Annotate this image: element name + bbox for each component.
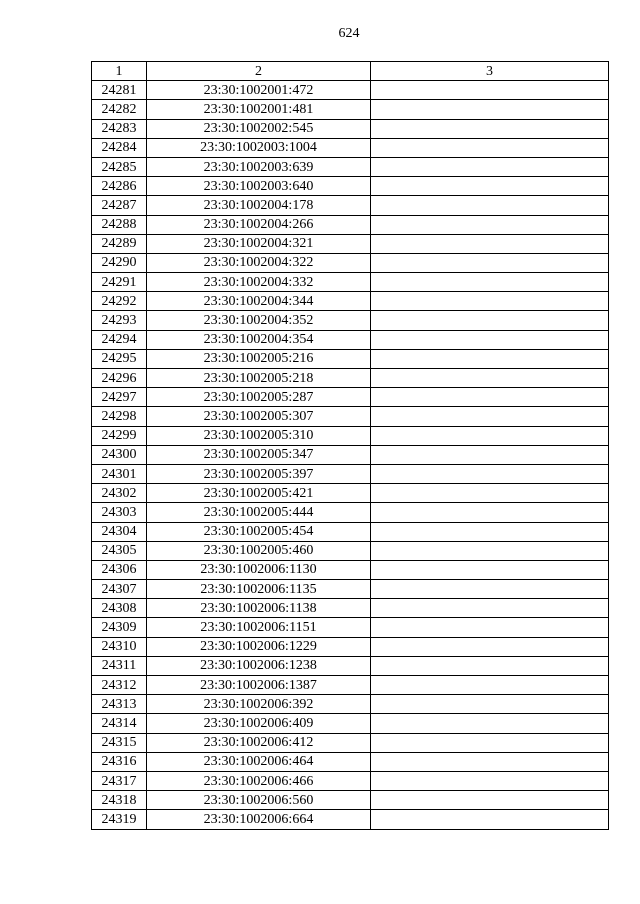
table-row xyxy=(92,810,609,829)
row-number-cell: 24308 xyxy=(92,599,147,618)
row-number-cell: 24284 xyxy=(92,138,147,157)
note-cell xyxy=(371,119,609,138)
row-number-cell: 24305 xyxy=(92,541,147,560)
cadastral-number-cell: 23:30:1002004:266 xyxy=(147,215,371,234)
table-row xyxy=(92,407,609,426)
row-number-cell: 24307 xyxy=(92,580,147,599)
table-row xyxy=(92,618,609,637)
table-row xyxy=(92,733,609,752)
row-number-cell: 24306 xyxy=(92,560,147,579)
table-row xyxy=(92,426,609,445)
table-row xyxy=(92,484,609,503)
row-number-cell: 24318 xyxy=(92,791,147,810)
row-number-cell: 24283 xyxy=(92,119,147,138)
cadastral-number-cell: 23:30:1002003:639 xyxy=(147,157,371,176)
row-number-cell: 24288 xyxy=(92,215,147,234)
note-cell xyxy=(371,676,609,695)
row-number-cell: 24313 xyxy=(92,695,147,714)
note-cell xyxy=(371,215,609,234)
table-row xyxy=(92,349,609,368)
row-number-cell: 24298 xyxy=(92,407,147,426)
cadastral-number-cell: 23:30:1002006:466 xyxy=(147,771,371,790)
note-cell xyxy=(371,388,609,407)
table-row xyxy=(92,330,609,349)
note-cell xyxy=(371,292,609,311)
table-row xyxy=(92,637,609,656)
table-row xyxy=(92,100,609,119)
cadastral-number-cell: 23:30:1002005:460 xyxy=(147,541,371,560)
table-row xyxy=(92,138,609,157)
cadastral-number-cell: 23:30:1002005:307 xyxy=(147,407,371,426)
cadastral-number-cell: 23:30:1002003:1004 xyxy=(147,138,371,157)
note-cell xyxy=(371,791,609,810)
cadastral-number-cell: 23:30:1002004:321 xyxy=(147,234,371,253)
table-row xyxy=(92,503,609,522)
table-row xyxy=(92,119,609,138)
note-cell xyxy=(371,580,609,599)
column-header-1: 1 xyxy=(92,62,147,81)
note-cell xyxy=(371,599,609,618)
row-number-cell: 24304 xyxy=(92,522,147,541)
table-row xyxy=(92,369,609,388)
cadastral-number-cell: 23:30:1002006:1229 xyxy=(147,637,371,656)
table-row xyxy=(92,791,609,810)
note-cell xyxy=(371,637,609,656)
note-cell xyxy=(371,330,609,349)
cadastral-number-cell: 23:30:1002006:409 xyxy=(147,714,371,733)
cadastral-number-cell: 23:30:1002005:454 xyxy=(147,522,371,541)
note-cell xyxy=(371,369,609,388)
cadastral-number-cell: 23:30:1002005:444 xyxy=(147,503,371,522)
cadastral-number-cell: 23:30:1002005:218 xyxy=(147,369,371,388)
note-cell xyxy=(371,560,609,579)
row-number-cell: 24295 xyxy=(92,349,147,368)
cadastral-number-cell: 23:30:1002006:1387 xyxy=(147,676,371,695)
table-row xyxy=(92,599,609,618)
table-row xyxy=(92,560,609,579)
note-cell xyxy=(371,177,609,196)
row-number-cell: 24294 xyxy=(92,330,147,349)
registry-table xyxy=(91,61,609,830)
note-cell xyxy=(371,273,609,292)
row-number-cell: 24281 xyxy=(92,81,147,100)
note-cell xyxy=(371,618,609,637)
cadastral-number-cell: 23:30:1002006:1238 xyxy=(147,656,371,675)
note-cell xyxy=(371,714,609,733)
note-cell xyxy=(371,138,609,157)
table-row xyxy=(92,771,609,790)
note-cell xyxy=(371,522,609,541)
cadastral-number-cell: 23:30:1002003:640 xyxy=(147,177,371,196)
table-row xyxy=(92,656,609,675)
cadastral-number-cell: 23:30:1002004:332 xyxy=(147,273,371,292)
cadastral-number-cell: 23:30:1002006:1138 xyxy=(147,599,371,618)
row-number-cell: 24316 xyxy=(92,752,147,771)
row-number-cell: 24285 xyxy=(92,157,147,176)
row-number-cell: 24309 xyxy=(92,618,147,637)
page-number: 624 xyxy=(338,26,360,41)
cadastral-number-cell: 23:30:1002001:472 xyxy=(147,81,371,100)
row-number-cell: 24296 xyxy=(92,369,147,388)
column-header-3: 3 xyxy=(371,62,609,81)
note-cell xyxy=(371,464,609,483)
note-cell xyxy=(371,695,609,714)
cadastral-number-cell: 23:30:1002005:287 xyxy=(147,388,371,407)
table-row xyxy=(92,215,609,234)
note-cell xyxy=(371,752,609,771)
row-number-cell: 24300 xyxy=(92,445,147,464)
row-number-cell: 24301 xyxy=(92,464,147,483)
row-number-cell: 24292 xyxy=(92,292,147,311)
table-header xyxy=(92,62,609,81)
cadastral-number-cell: 23:30:1002001:481 xyxy=(147,100,371,119)
row-number-cell: 24319 xyxy=(92,810,147,829)
table-row xyxy=(92,253,609,272)
table-row xyxy=(92,273,609,292)
note-cell xyxy=(371,100,609,119)
cadastral-number-cell: 23:30:1002006:1135 xyxy=(147,580,371,599)
row-number-cell: 24315 xyxy=(92,733,147,752)
note-cell xyxy=(371,196,609,215)
note-cell xyxy=(371,349,609,368)
note-cell xyxy=(371,656,609,675)
note-cell xyxy=(371,157,609,176)
cadastral-number-cell: 23:30:1002005:397 xyxy=(147,464,371,483)
note-cell xyxy=(371,407,609,426)
cadastral-number-cell: 23:30:1002004:344 xyxy=(147,292,371,311)
row-number-cell: 24314 xyxy=(92,714,147,733)
note-cell xyxy=(371,484,609,503)
note-cell xyxy=(371,311,609,330)
cadastral-number-cell: 23:30:1002004:354 xyxy=(147,330,371,349)
row-number-cell: 24311 xyxy=(92,656,147,675)
table-row xyxy=(92,388,609,407)
cadastral-number-cell: 23:30:1002006:560 xyxy=(147,791,371,810)
table-row xyxy=(92,752,609,771)
row-number-cell: 24297 xyxy=(92,388,147,407)
note-cell xyxy=(371,541,609,560)
table-row xyxy=(92,580,609,599)
table-row xyxy=(92,157,609,176)
row-number-cell: 24293 xyxy=(92,311,147,330)
cadastral-number-cell: 23:30:1002005:310 xyxy=(147,426,371,445)
table-body xyxy=(92,81,609,829)
row-number-cell: 24310 xyxy=(92,637,147,656)
column-header-2: 2 xyxy=(147,62,371,81)
table-row xyxy=(92,81,609,100)
row-number-cell: 24299 xyxy=(92,426,147,445)
table-row xyxy=(92,676,609,695)
row-number-cell: 24282 xyxy=(92,100,147,119)
row-number-cell: 24302 xyxy=(92,484,147,503)
note-cell xyxy=(371,426,609,445)
table-row xyxy=(92,177,609,196)
cadastral-number-cell: 23:30:1002006:464 xyxy=(147,752,371,771)
note-cell xyxy=(371,234,609,253)
note-cell xyxy=(371,733,609,752)
cadastral-number-cell: 23:30:1002005:216 xyxy=(147,349,371,368)
cadastral-number-cell: 23:30:1002006:1151 xyxy=(147,618,371,637)
cadastral-number-cell: 23:30:1002002:545 xyxy=(147,119,371,138)
table-row xyxy=(92,445,609,464)
row-number-cell: 24291 xyxy=(92,273,147,292)
row-number-cell: 24290 xyxy=(92,253,147,272)
row-number-cell: 24287 xyxy=(92,196,147,215)
row-number-cell: 24317 xyxy=(92,771,147,790)
row-number-cell: 24312 xyxy=(92,676,147,695)
cadastral-number-cell: 23:30:1002005:421 xyxy=(147,484,371,503)
note-cell xyxy=(371,771,609,790)
note-cell xyxy=(371,503,609,522)
cadastral-number-cell: 23:30:1002004:322 xyxy=(147,253,371,272)
row-number-cell: 24286 xyxy=(92,177,147,196)
table-row xyxy=(92,196,609,215)
cadastral-number-cell: 23:30:1002004:352 xyxy=(147,311,371,330)
cadastral-number-cell: 23:30:1002006:392 xyxy=(147,695,371,714)
table-row xyxy=(92,292,609,311)
table-row xyxy=(92,234,609,253)
note-cell xyxy=(371,253,609,272)
row-number-cell: 24289 xyxy=(92,234,147,253)
note-cell xyxy=(371,445,609,464)
cadastral-number-cell: 23:30:1002004:178 xyxy=(147,196,371,215)
header-row xyxy=(92,62,609,81)
table-row xyxy=(92,311,609,330)
table-row xyxy=(92,695,609,714)
note-cell xyxy=(371,81,609,100)
table-row xyxy=(92,522,609,541)
cadastral-number-cell: 23:30:1002005:347 xyxy=(147,445,371,464)
cadastral-number-cell: 23:30:1002006:664 xyxy=(147,810,371,829)
cadastral-number-cell: 23:30:1002006:412 xyxy=(147,733,371,752)
row-number-cell: 24303 xyxy=(92,503,147,522)
table-row xyxy=(92,541,609,560)
table-row xyxy=(92,714,609,733)
cadastral-number-cell: 23:30:1002006:1130 xyxy=(147,560,371,579)
note-cell xyxy=(371,810,609,829)
table-row xyxy=(92,464,609,483)
